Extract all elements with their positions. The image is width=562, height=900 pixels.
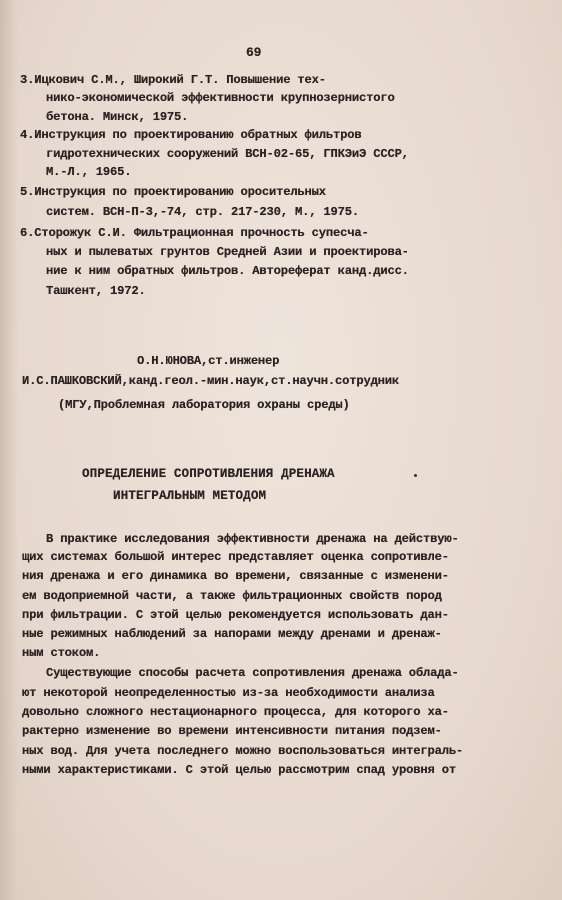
reference-line: систем. ВСН-П-3,-74, стр. 217-230, М., 1975. <box>46 205 360 219</box>
body-line: ют некоторой неопределенностью из-за необходимости анализа <box>22 686 435 700</box>
body-line: ем водоприемной части, а также фильтрационных свойств пород <box>22 589 442 603</box>
title-line: ИНТЕГРАЛЬНЫМ МЕТОДОМ <box>113 489 267 503</box>
page-number: 69 <box>246 45 262 60</box>
reference-line: М.-Л., 1965. <box>46 165 132 179</box>
body-line: щих системах большой интерес представляет оценка сопротивле- <box>22 550 449 564</box>
body-line: ных вод. Для учета последнего можно воспользоваться интеграль- <box>22 744 464 758</box>
body-line: рактерно изменение во времени интенсивности питания подзем- <box>22 724 442 738</box>
reference-line: 5.Инструкция по проектированию оросительных <box>20 185 326 199</box>
reference-line: Ташкент, 1972. <box>46 284 146 298</box>
body-line: ные режимных наблюдений за напорами между дренами и дренаж- <box>22 627 442 641</box>
reference-line: гидротехнических сооружений ВСН-02-65, ГПКЭиЭ СССР, <box>46 147 409 161</box>
body-line: ния дренажа и его динамика во времени, связанные с изменени- <box>22 569 449 583</box>
body-line: при фильтрации. С этой целью рекомендуется использовать дан- <box>22 608 449 622</box>
reference-line: 3.Ицкович С.М., Широкий Г.Т. Повышение тех- <box>20 73 326 87</box>
page-edge-shadow <box>0 0 18 900</box>
author-line: И.С.ПАШКОВСКИЙ,канд.геол.-мин.наук,ст.научн.сотрудник <box>22 374 400 388</box>
reference-line: ных и пылеватых грунтов Средней Азии и проектирова- <box>46 245 409 259</box>
title-line: ОПРЕДЕЛЕНИЕ СОПРОТИВЛЕНИЯ ДРЕНАЖА <box>82 467 335 481</box>
reference-line: 4.Инструкция по проектированию обратных фильтров <box>20 128 362 142</box>
body-line: В практике исследования эффективности дренажа на действую- <box>46 532 459 546</box>
body-line: Существующие способы расчета сопротивления дренажа облада- <box>46 666 459 680</box>
author-line: О.Н.ЮНОВА,ст.инженер <box>137 354 280 368</box>
reference-line: ние к ним обратных фильтров. Автореферат канд.дисс. <box>46 264 409 278</box>
body-line: довольно сложного нестационарного процесса, для которого ха- <box>22 705 449 719</box>
reference-line: бетона. Минск, 1975. <box>46 110 189 124</box>
reference-line: 6.Сторожук С.И. Фильтрационная прочность супесча- <box>20 226 369 240</box>
body-line: ными характеристиками. С этой целью рассмотрим спад уровня от <box>22 763 456 777</box>
affiliation: (МГУ,Проблемная лаборатория охраны среды) <box>58 398 350 412</box>
stray-mark <box>414 474 417 477</box>
body-line: ным стоком. <box>22 646 101 660</box>
reference-line: нико-экономической эффективности крупнозернистого <box>46 91 395 105</box>
